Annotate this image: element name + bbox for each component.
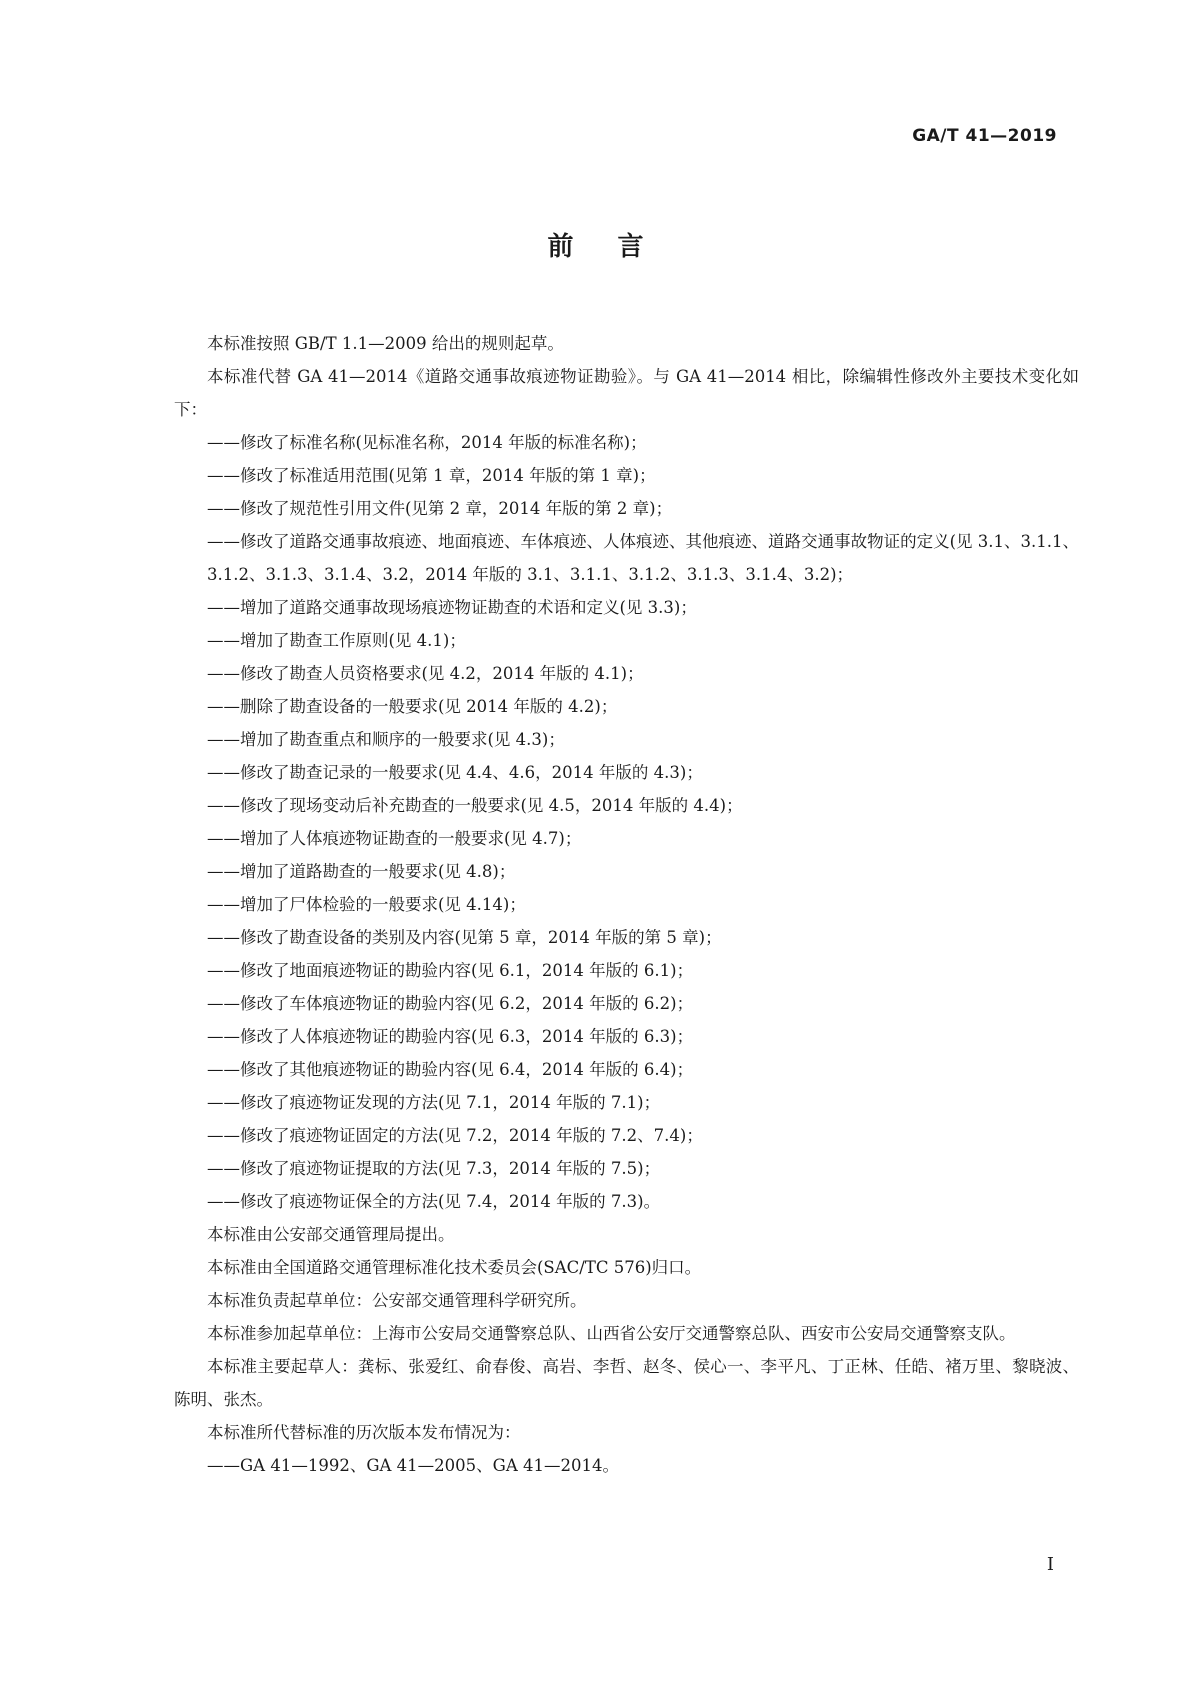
paragraph-replacement: 本标准代替 GA 41—2014《道路交通事故痕迹物证勘验》。与 GA 41—2014 相比，除编辑性修改外主要技术变化如下： [174,367,1079,419]
list-item: ——修改了勘查设备的类别及内容(见第 5 章，2014 年版的第 5 章)； [207,928,722,947]
paragraph-previous-editions: ——GA 41—1992、GA 41—2005、GA 41—2014。 [207,1456,619,1475]
paragraph-proposer: 本标准由公安部交通管理局提出。 [207,1225,455,1244]
list-item: ——修改了痕迹物证发现的方法(见 7.1，2014 年版的 7.1)； [207,1093,661,1112]
list-item: ——增加了勘查工作原则(见 4.1)； [207,631,466,650]
list-item: ——修改了勘查记录的一般要求(见 4.4、4.6，2014 年版的 4.3)； [207,763,703,782]
paragraph-main-drafters: 本标准主要起草人：龚标、张爱红、俞春俊、高岩、李哲、赵冬、侯心一、李平凡、丁正林、任皓、褚万里、黎晓波、陈明、张杰。 [174,1357,1079,1409]
list-item: ——修改了其他痕迹物证的勘验内容(见 6.4，2014 年版的 6.4)； [207,1060,694,1079]
title-char-2: 言 [617,232,644,262]
list-item: ——修改了痕迹物证保全的方法(见 7.4，2014 年版的 7.3)。 [207,1192,661,1211]
list-item: ——修改了规范性引用文件(见第 2 章，2014 年版的第 2 章)； [207,499,673,518]
paragraph-participating-drafters: 本标准参加起草单位：上海市公安局交通警察总队、山西省公安厅交通警察总队、西安市公安局交通警察支队。 [207,1324,1016,1343]
list-item: ——增加了道路交通事故现场痕迹物证勘查的术语和定义(见 3.3)； [207,598,697,617]
changes-list [174,426,1079,1218]
list-item: ——修改了痕迹物证提取的方法(见 7.3，2014 年版的 7.5)； [207,1159,661,1178]
list-item: ——修改了道路交通事故痕迹、地面痕迹、车体痕迹、人体痕迹、其他痕迹、道路交通事故物证的定义(见 3.1、3.1.1、3.1.2、3.1.3、3.1.4、3.2，2014 年版的 3.1、3.1.1、3.1.2、3.1.3、3.1.4、3.2)； [207,532,1079,584]
list-item: ——修改了地面痕迹物证的勘验内容(见 6.1，2014 年版的 6.1)； [207,961,694,980]
list-item: ——增加了道路勘查的一般要求(见 4.8)； [207,862,516,881]
list-item: ——增加了尸体检验的一般要求(见 4.14)； [207,895,526,914]
list-item: ——增加了人体痕迹物证勘查的一般要求(见 4.7)； [207,829,582,848]
page-number: I [1046,1554,1054,1575]
list-item: ——修改了人体痕迹物证的勘验内容(见 6.3，2014 年版的 6.3)； [207,1027,694,1046]
paragraph-previous-editions-intro: 本标准所代替标准的历次版本发布情况为： [207,1423,521,1442]
list-item: ——修改了勘查人员资格要求(见 4.2，2014 年版的 4.1)； [207,664,644,683]
list-item: ——修改了标准适用范围(见第 1 章，2014 年版的第 1 章)； [207,466,656,485]
foreword-body [174,327,1079,1482]
list-item: ——修改了标准名称(见标准名称，2014 年版的标准名称)； [207,433,647,452]
paragraph-committee: 本标准由全国道路交通管理标准化技术委员会(SAC/TC 576)归口。 [207,1258,702,1277]
list-item: ——修改了痕迹物证固定的方法(见 7.2，2014 年版的 7.2、7.4)； [207,1126,703,1145]
list-item: ——删除了勘查设备的一般要求(见 2014 年版的 4.2)； [207,697,618,716]
title-char-1: 前 [547,232,574,262]
standard-code: GA/T 41—2019 [912,126,1057,146]
list-item: ——修改了车体痕迹物证的勘验内容(见 6.2，2014 年版的 6.2)； [207,994,694,1013]
paragraph-lead-drafter: 本标准负责起草单位：公安部交通管理科学研究所。 [207,1291,587,1310]
list-item: ——修改了现场变动后补充勘查的一般要求(见 4.5，2014 年版的 4.4)； [207,796,743,815]
list-item: ——增加了勘查重点和顺序的一般要求(见 4.3)； [207,730,565,749]
page-title [0,226,1191,263]
paragraph-drafting-rules: 本标准按照 GB/T 1.1—2009 给出的规则起草。 [207,334,564,353]
